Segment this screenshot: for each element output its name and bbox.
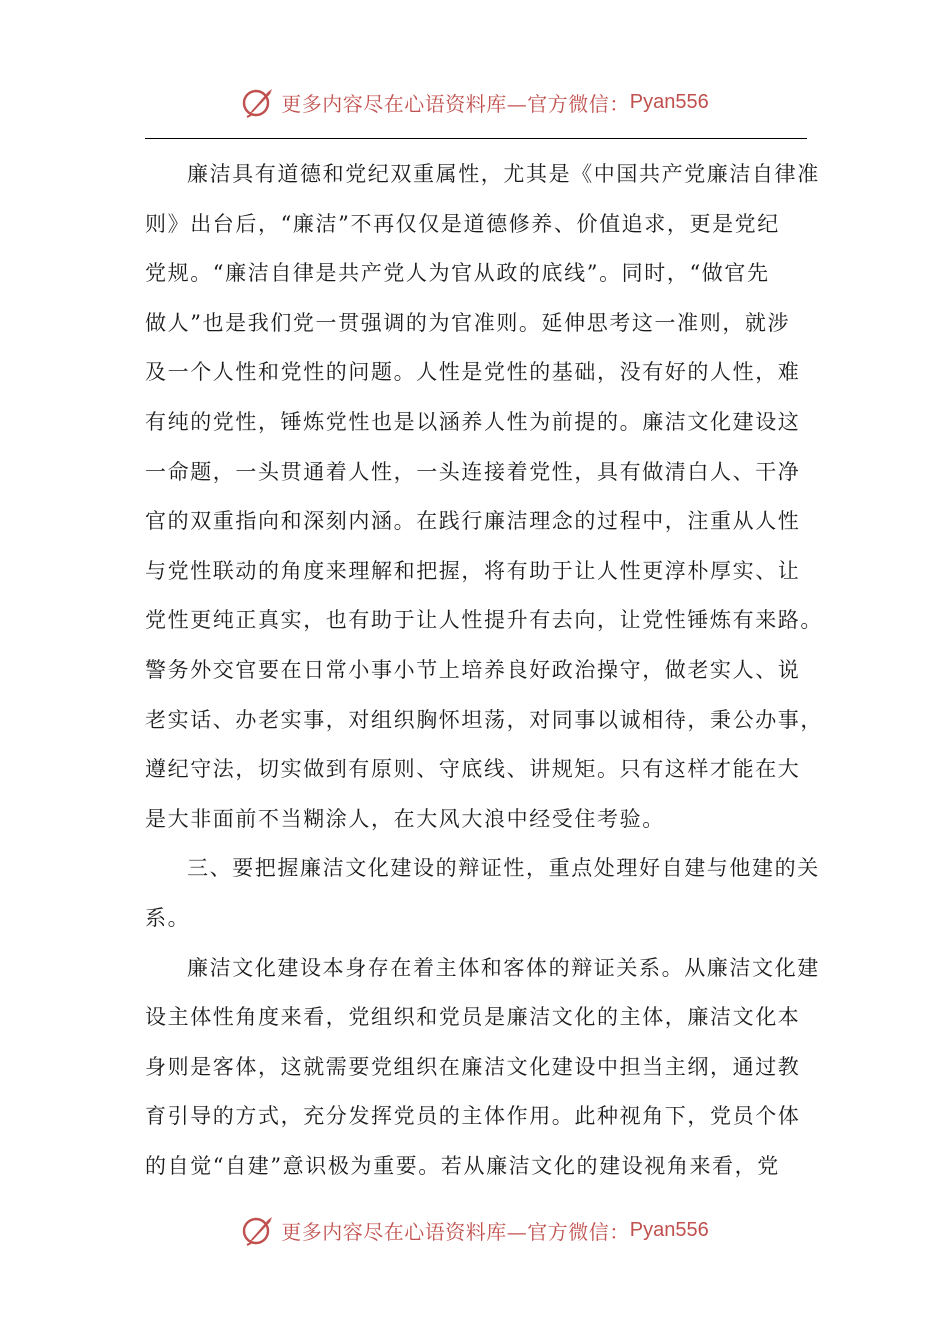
text-line: 的自觉“自建”意识极为重要。若从廉洁文化的建设视角来看，党 bbox=[145, 1153, 780, 1178]
text-line: 党规。“廉洁自律是共产党人为官从政的底线”。同时，“做官先 bbox=[145, 261, 770, 286]
text-line: 则》出台后，“廉洁”不再仅仅是道德修养、价值追求，更是党纪 bbox=[145, 211, 780, 236]
quill-logo-icon bbox=[241, 84, 277, 120]
text-line: 党性更纯正真实，也有助于让人性提升有去向，让党性锤炼有来路。 bbox=[145, 608, 823, 633]
banner-text: 更多内容尽在心语资料库—官方微信： bbox=[281, 1219, 630, 1244]
text-line: 做人”也是我们党一贯强调的为官准则。延伸思考这一准则，就涉 bbox=[145, 310, 791, 335]
text-line: 遵纪守法，切实做到有原则、守底线、讲规矩。只有这样才能在大 bbox=[145, 757, 801, 782]
text-line: 身则是客体，这就需要党组织在廉洁文化建设中担当主纲，通过教 bbox=[145, 1054, 801, 1079]
text-line: 育引导的方式，充分发挥党员的主体作用。此种视角下，党员个体 bbox=[145, 1104, 801, 1129]
text-line: 廉洁具有道德和党纪双重属性，尤其是《中国共产党廉洁自律准 bbox=[187, 162, 820, 186]
paragraph-2 bbox=[145, 944, 820, 1192]
paragraph-1 bbox=[145, 150, 823, 844]
text-line: 三、要把握廉洁文化建设的辩证性，重点处理好自建与他建的关 bbox=[187, 856, 820, 881]
text-line: 设主体性角度来看，党组织和党员是廉洁文化的主体，廉洁文化本 bbox=[145, 1005, 801, 1030]
text-line: 一命题，一头贯通着人性，一头连接着党性，具有做清白人、干净 bbox=[145, 459, 801, 484]
text-line: 廉洁文化建设本身存在着主体和客体的辩证关系。从廉洁文化建 bbox=[187, 955, 820, 980]
quill-logo-icon bbox=[241, 1212, 277, 1248]
text-line: 系。 bbox=[145, 905, 191, 930]
banner-wechat-id: Pyan556 bbox=[629, 1218, 709, 1241]
text-line: 有纯的党性，锤炼党性也是以涵养人性为前提的。廉洁文化建设这 bbox=[145, 409, 801, 434]
text-line: 是大非面前不当糊涂人，在大风大浪中经受住考验。 bbox=[145, 806, 665, 831]
text-line: 与党性联动的角度来理解和把握，将有助于让人性更淳朴厚实、让 bbox=[145, 558, 801, 583]
header-banner bbox=[0, 80, 950, 124]
banner-text: 更多内容尽在心语资料库—官方微信： bbox=[281, 91, 630, 116]
text-line: 官的双重指向和深刻内涵。在践行廉洁理念的过程中，注重从人性 bbox=[145, 509, 801, 534]
text-line: 警务外交官要在日常小事小节上培养良好政治操守，做老实人、说 bbox=[145, 657, 801, 682]
text-line: 及一个人性和党性的问题。人性是党性的基础，没有好的人性，难 bbox=[145, 360, 801, 385]
header-rule bbox=[145, 138, 807, 139]
text-line: 老实话、办老实事，对组织胸怀坦荡，对同事以诚相待，秉公办事， bbox=[145, 707, 823, 732]
footer-banner bbox=[0, 1208, 950, 1252]
banner-wechat-id: Pyan556 bbox=[629, 90, 709, 113]
document-body bbox=[145, 150, 823, 1191]
section-heading-3 bbox=[145, 844, 820, 943]
